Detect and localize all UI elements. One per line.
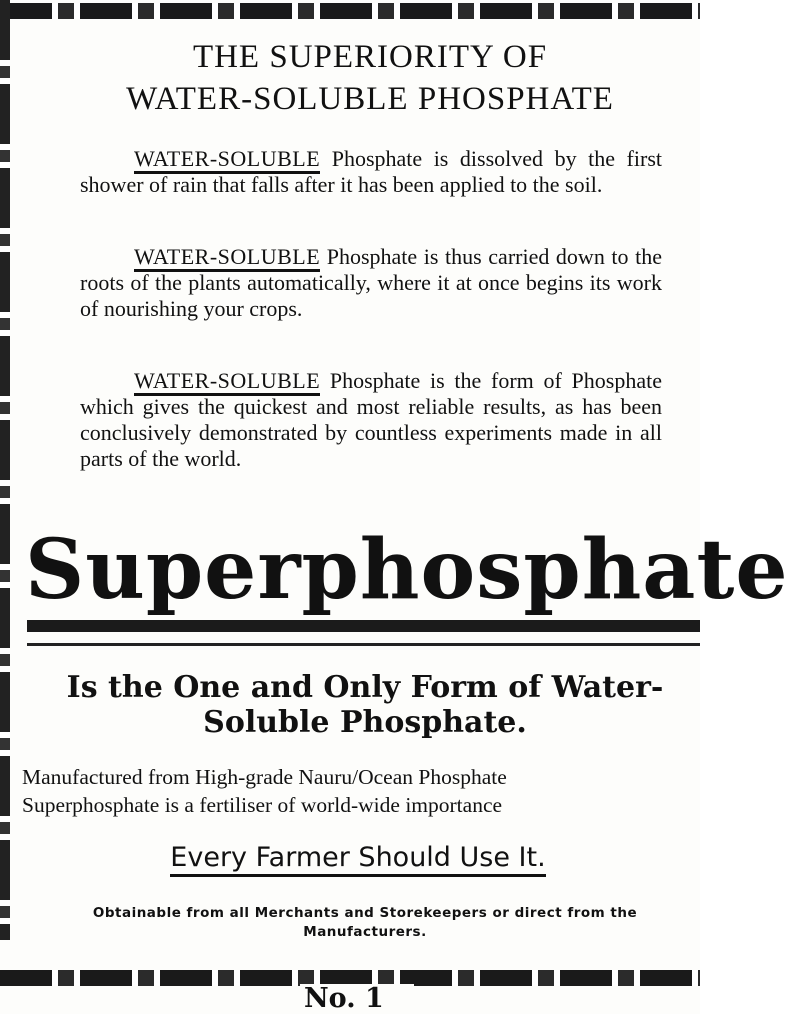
ad-number: No. 1 (300, 984, 414, 1014)
slogan (0, 838, 716, 878)
product-description (22, 763, 712, 819)
subhead-line-2: Soluble Phosphate. (203, 705, 527, 740)
left-border-ornament (0, 0, 10, 940)
page-title (20, 36, 720, 120)
slogan-text: Every Farmer Should Use It. (170, 842, 545, 877)
top-border-ornament (0, 3, 700, 19)
paragraph-text: Phosphate is dissolved by the first shower of rain that falls after it has been applied to the soil. (80, 146, 662, 197)
subheadline (30, 670, 700, 740)
title-line-2: WATER-SOLUBLE PHOSPHATE (126, 81, 614, 117)
description-line-2: Superphosphate is a fertiliser of world-wide importance (22, 793, 503, 817)
paragraph-carried (80, 244, 662, 322)
headline-rule-thin (27, 643, 700, 646)
paragraph-dissolved (80, 146, 662, 198)
paragraph-lead: WATER-SOLUBLE (134, 368, 320, 396)
description-line-1: Manufactured from High-grade Nauru/Ocean Phosphate (22, 765, 507, 789)
availability-note: Obtainable from all Merchants and Storekeepers or direct from the Manufacturers. (92, 905, 638, 940)
product-headline: Superphosphate (25, 522, 789, 618)
subhead-line-1: Is the One and Only Form of Water- (66, 670, 664, 705)
paragraph-text: Phosphate is the form of Phosphate which gives the quickest and most reliable results, as has been conclusively demonstrated by countless experiments made in all parts of the world. (80, 368, 662, 471)
title-line-1: THE SUPERIORITY OF (192, 39, 548, 75)
headline-rule-thick (27, 620, 700, 632)
paragraph-lead: WATER-SOLUBLE (134, 146, 320, 174)
paragraph-quickest (80, 368, 662, 472)
paragraph-lead: WATER-SOLUBLE (134, 244, 320, 272)
paragraph-text: Phosphate is thus carried down to the roots of the plants automatically, where it at once begins its work of nourishing your crops. (80, 244, 662, 321)
